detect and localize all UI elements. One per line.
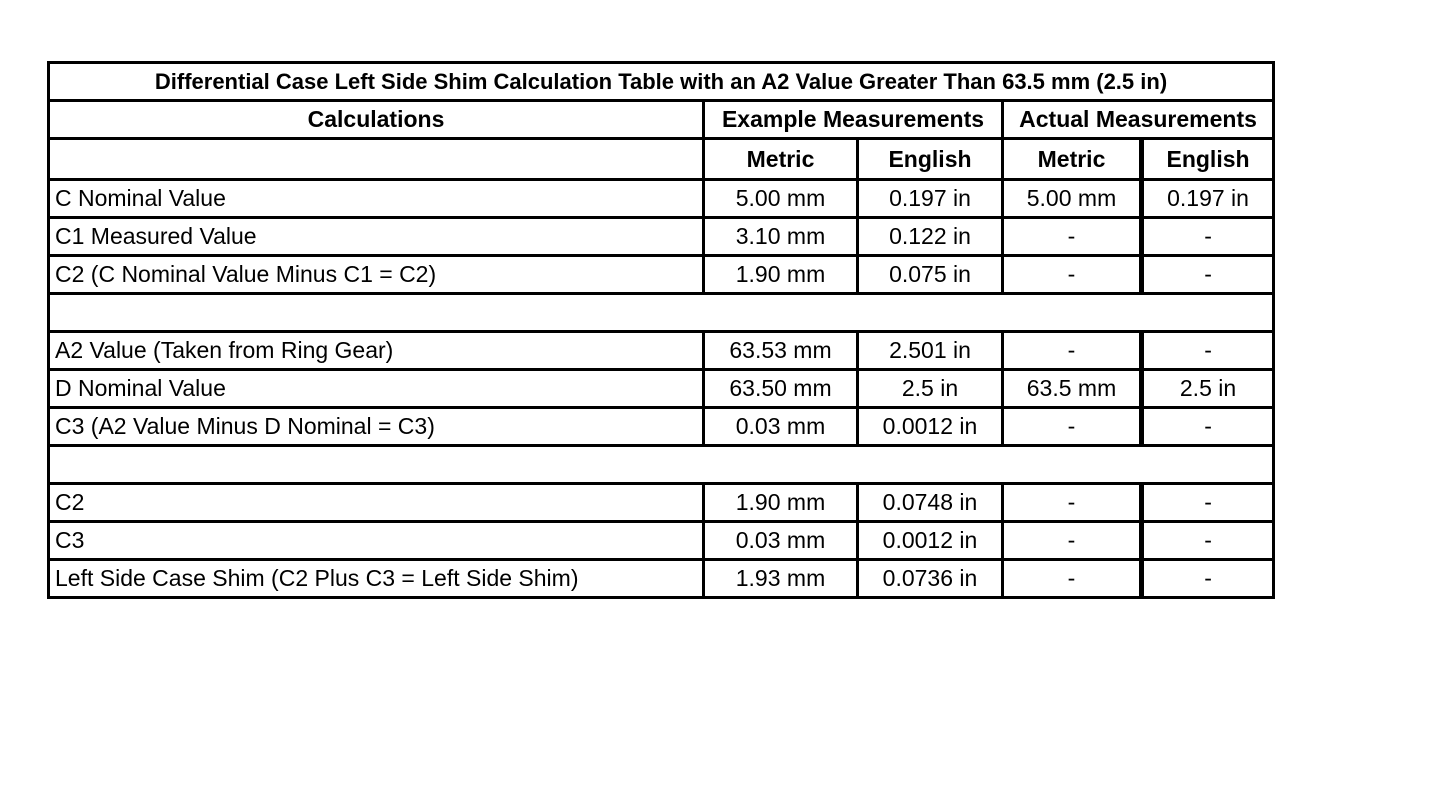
row-label: D Nominal Value	[49, 370, 704, 408]
shim-calculation-table	[47, 61, 1275, 599]
actual-english-cell: -	[1142, 408, 1274, 446]
table-row	[49, 560, 1274, 598]
row-label: C3 (A2 Value Minus D Nominal = C3)	[49, 408, 704, 446]
actual-metric-cell: -	[1003, 484, 1142, 522]
spacer-cell	[49, 446, 1274, 484]
example-english-cell: 0.0736 in	[858, 560, 1003, 598]
actual-metric-cell: -	[1003, 218, 1142, 256]
actual-english-cell: 0.197 in	[1142, 180, 1274, 218]
table-row	[49, 218, 1274, 256]
subheader-actual-metric: Metric	[1003, 139, 1142, 180]
table-title: Differential Case Left Side Shim Calculation Table with an A2 Value Greater Than 63.5 mm (2.5 in)	[49, 63, 1274, 101]
table-row	[49, 484, 1274, 522]
header-actual-measurements: Actual Measurements	[1003, 101, 1274, 139]
example-metric-cell: 1.90 mm	[704, 256, 858, 294]
table-row	[49, 408, 1274, 446]
example-english-cell: 2.501 in	[858, 332, 1003, 370]
example-metric-cell: 1.90 mm	[704, 484, 858, 522]
actual-english-cell: -	[1142, 484, 1274, 522]
example-metric-cell: 1.93 mm	[704, 560, 858, 598]
example-english-cell: 0.075 in	[858, 256, 1003, 294]
actual-metric-cell: -	[1003, 408, 1142, 446]
subheader-example-english: English	[858, 139, 1003, 180]
example-metric-cell: 5.00 mm	[704, 180, 858, 218]
example-english-cell: 0.0012 in	[858, 408, 1003, 446]
row-label: C2 (C Nominal Value Minus C1 = C2)	[49, 256, 704, 294]
example-english-cell: 0.197 in	[858, 180, 1003, 218]
actual-english-cell: 2.5 in	[1142, 370, 1274, 408]
table-row	[49, 180, 1274, 218]
row-label: C2	[49, 484, 704, 522]
spacer-row	[49, 294, 1274, 332]
actual-metric-cell: -	[1003, 522, 1142, 560]
row-label: C3	[49, 522, 704, 560]
row-label: C Nominal Value	[49, 180, 704, 218]
example-english-cell: 0.0748 in	[858, 484, 1003, 522]
table-row	[49, 332, 1274, 370]
table-row	[49, 370, 1274, 408]
actual-metric-cell: -	[1003, 256, 1142, 294]
spacer-row	[49, 446, 1274, 484]
example-english-cell: 0.122 in	[858, 218, 1003, 256]
actual-metric-cell: 63.5 mm	[1003, 370, 1142, 408]
table-row	[49, 256, 1274, 294]
row-label: C1 Measured Value	[49, 218, 704, 256]
row-label: Left Side Case Shim (C2 Plus C3 = Left Side Shim)	[49, 560, 704, 598]
example-metric-cell: 3.10 mm	[704, 218, 858, 256]
actual-english-cell: -	[1142, 522, 1274, 560]
example-metric-cell: 0.03 mm	[704, 408, 858, 446]
example-metric-cell: 0.03 mm	[704, 522, 858, 560]
header-example-measurements: Example Measurements	[704, 101, 1003, 139]
table-subheader-row	[49, 139, 1274, 180]
example-english-cell: 0.0012 in	[858, 522, 1003, 560]
actual-metric-cell: -	[1003, 560, 1142, 598]
subheader-example-metric: Metric	[704, 139, 858, 180]
actual-english-cell: -	[1142, 332, 1274, 370]
header-calculations: Calculations	[49, 101, 704, 139]
subheader-actual-english: English	[1142, 139, 1274, 180]
actual-english-cell: -	[1142, 256, 1274, 294]
example-metric-cell: 63.53 mm	[704, 332, 858, 370]
actual-english-cell: -	[1142, 218, 1274, 256]
spacer-cell	[49, 294, 1274, 332]
row-label: A2 Value (Taken from Ring Gear)	[49, 332, 704, 370]
example-metric-cell: 63.50 mm	[704, 370, 858, 408]
table-header-row	[49, 101, 1274, 139]
table-row	[49, 522, 1274, 560]
actual-english-cell: -	[1142, 560, 1274, 598]
subheader-blank-cell	[49, 139, 704, 180]
actual-metric-cell: -	[1003, 332, 1142, 370]
table-title-row	[49, 63, 1274, 101]
example-english-cell: 2.5 in	[858, 370, 1003, 408]
actual-metric-cell: 5.00 mm	[1003, 180, 1142, 218]
